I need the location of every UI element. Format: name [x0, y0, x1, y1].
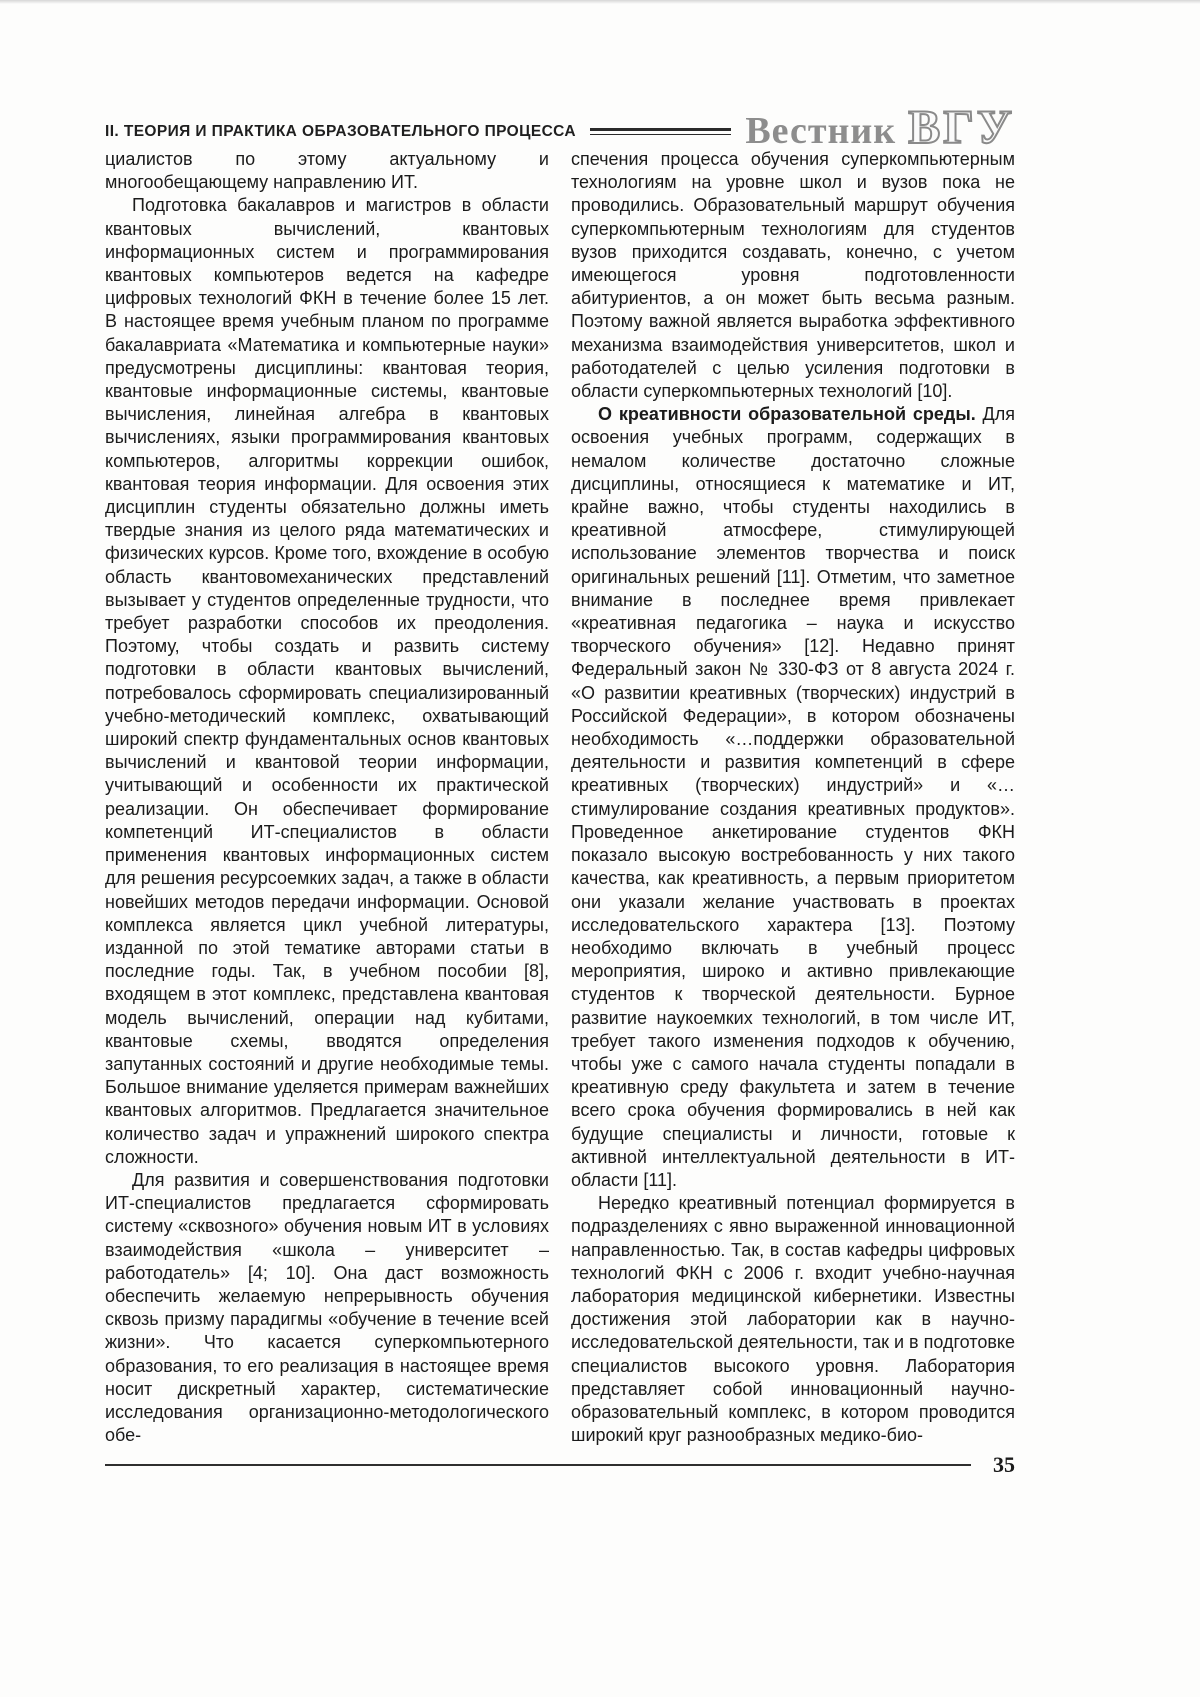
- subsection-heading: О креативности образовательной среды.: [598, 404, 976, 425]
- text-columns: [105, 148, 1015, 1447]
- journal-name: Вестник: [745, 110, 897, 152]
- journal-logo: [745, 100, 1015, 155]
- paragraph: [571, 403, 1015, 1192]
- paragraph: спечения процесса обучения суперкомпьютерным технологиям на уровне школ и вузов пока не проводились. Образовательный маршрут обучения суперкомпьютерным технологиям для студентов вузов приходится создавать, конечно, с учетом имеющегося уровня подготовленности абитуриентов, а он может быть весьма разным. Поэтому важной является выработка эффективного механизма взаимодействия университетов, школ и работодателей с целью усиления подготовки в области суперкомпьютерных технологий [10].: [571, 149, 1015, 402]
- paragraph-text: Для освоения учебных программ, содержащих в немалом количестве достаточно сложные дисциплины, относящиеся к математике и ИТ, крайне важно, чтобы студенты находились в креативной атмосфере, стимулирующей использование элементов творчества и поиск оригинальных решений [11]. Отметим, что заметное внимание в последнее время привлекает «креативная педагогика – наука и искусство творческого обучения» [12]. Недавно принят Федеральный закон № 330-ФЗ от 8 августа 2024 г. «О развитии креативных (творческих) индустрий в Российской Федерации», в котором обозначены необходимость «…поддержки образовательной деятельности и развития компетенций в сфере креативных (творческих) индустрий» и «…стимулирование создания креативных продуктов». Проведенное анкетирование студентов ФКН показало высокую востребованность у них такого качества, как креативность, а первым приоритетом они указали желание участвовать в проектах исследовательского характера [13]. Поэтому необходимо включать в учебный процесс мероприятия, широко и активно привлекающие студентов к творческой деятельности. Бурное развитие наукоемких технологий, в том числе ИТ, требует такого изменения подходов к обучению, чтобы уже с самого начала студенты попадали в креативную среду факультета и затем в течение всего срока обучения формировались в ней как будущие специалисты и личности, готовые к активной интеллектуальной деятельности в ИТ-области [11].: [571, 404, 1015, 1190]
- page-header: [105, 100, 1015, 155]
- page-number: 35: [993, 1452, 1015, 1477]
- page-footer: [105, 1452, 1015, 1478]
- header-rule: [590, 128, 731, 135]
- section-title: II. ТЕОРИЯ И ПРАКТИКА ОБРАЗОВАТЕЛЬНОГО ПРОЦЕССА: [105, 122, 576, 140]
- paragraph: Нередко креативный потенциал формируется в подразделениях с явно выраженной инновационной направленностью. Так, в состав кафедры цифровых технологий ФКН с 2006 г. входит учебно-научная лаборатория медицинской кибернетики. Известны достижения этой лаборатории как в научно-исследовательской деятельности, так и в подготовке специалистов высокого уровня. Лаборатория представляет собой инновационный научно-образовательный комплекс, в котором проводится широкий круг разнообразных медико-био-: [571, 1193, 1015, 1446]
- left-column: [105, 148, 549, 1447]
- scan-edge: [0, 0, 1200, 4]
- right-column: [571, 148, 1015, 1447]
- journal-abbreviation: ВГУ: [908, 101, 1015, 154]
- paragraph: Для развития и совершенствования подготовки ИТ-специалистов предлагается сформировать систему «сквозного» обучения новым ИТ в условиях взаимодействия «школа – университет – работодатель» [4; 10]. Она даст возможность обеспечить желаемую непрерывность обучения сквозь призму парадигмы «обучение в течение всей жизни». Что касается суперкомпьютерного образования, то его реализация в настоящее время носит дискретный характер, систематические исследования организационно-методологического обе-: [105, 1169, 549, 1446]
- footer-rule: [105, 1464, 971, 1466]
- paragraph: циалистов по этому актуальному и многообещающему направлению ИТ.: [105, 149, 549, 193]
- paragraph: Подготовка бакалавров и магистров в области квантовых вычислений, квантовых информационных систем и программирования квантовых компьютеров ведется на кафедре цифровых технологий ФКН в течение более 15 лет. В настоящее время учебным планом по программе бакалавриата «Математика и компьютерные науки» предусмотрены дисциплины: квантовая теория, квантовые информационные системы, квантовые вычисления, линейная алгебра в квантовых вычислениях, языки программирования квантовых компьютеров, алгоритмы коррекции ошибок, квантовая теория информации. Для освоения этих дисциплин студенты обязательно должны иметь твердые знания из целого ряда математических и физических курсов. Кроме того, вхождение в особую область квантовомеханических представлений вызывает у студентов определенные трудности, что требует разработки способов их преодоления. Поэтому, чтобы создать и развить систему подготовки в области квантовых вычислений, потребовалось сформировать специализированный учебно-методический комплекс, охватывающий широкий спектр фундаментальных основ квантовых вычислений и квантовой теории информации, учитывающий и особенности их практической реализации. Он обеспечивает формирование компетенций ИТ-специалистов в области применения квантовых информационных систем для решения ресурсоемких задач, а также в области новейших методов передачи информации. Основой комплекса является цикл учебной литературы, изданной по этой тематике авторами статьи в последние годы. Так, в учебном пособии [8], входящем в этот комплекс, представлена квантовая модель вычислений, операции над кубитами, квантовые схемы, вводятся определения запутанных состояний и другие необходимые темы. Большое внимание уделяется примерам важнейших квантовых алгоритмов. Предлагается значительное количество задач и упражнений широкого спектра сложности.: [105, 195, 549, 1167]
